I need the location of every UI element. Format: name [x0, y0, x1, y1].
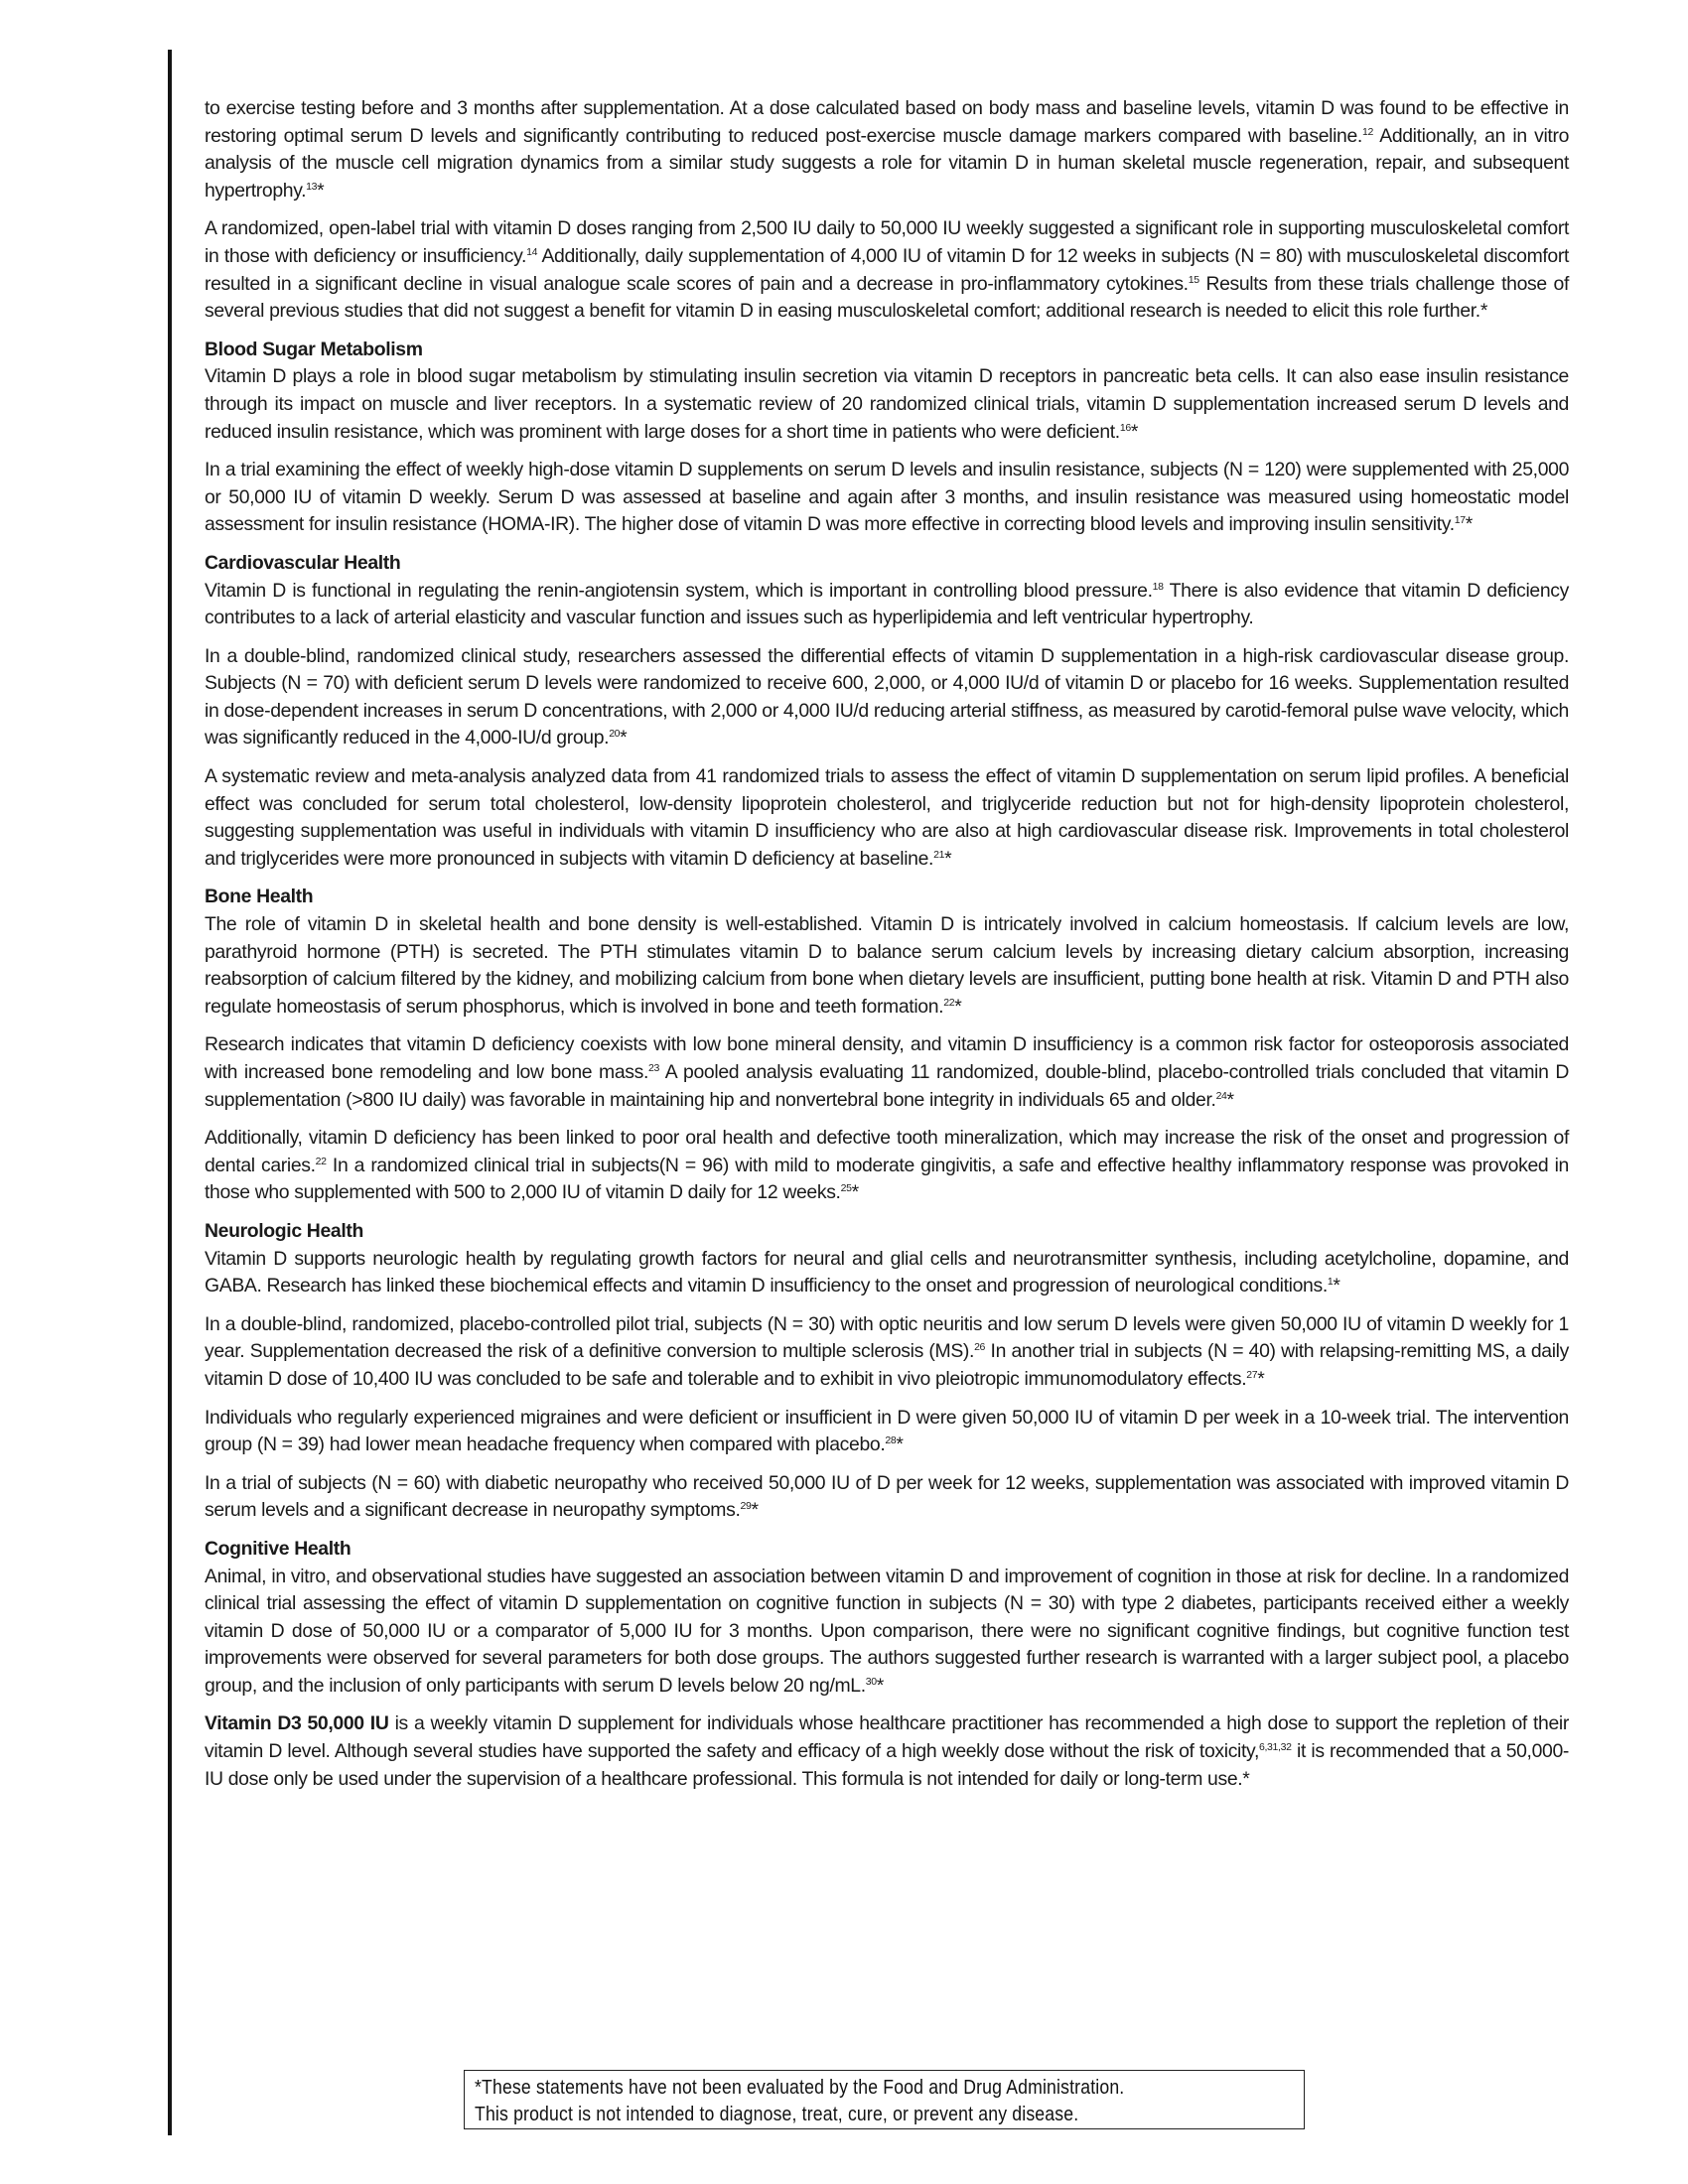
paragraph-text: In a double-blind, randomized clinical study, researchers assessed the differential effects of vitamin D supplementation in a high-risk cardiovascular disease group. Subjects (N = 70) with deficient serum D levels were randomized to receive 600, 2,000, or 4,000 IU/d of vitamin D or placebo for 16 weeks. Supplementation resulted in dose-dependent increases in serum D concentrations, with 2,000 or 4,000 IU/d reducing arterial stiffness, as measured by carotid-femoral pulse wave velocity, which was significantly reduced in the 4,000-IU/d group.	[205, 644, 1569, 750]
citation-superscript: 27	[1246, 1368, 1258, 1381]
paragraph-text: *	[1257, 1367, 1265, 1390]
disclaimer-line-2: This product is not intended to diagnose, treat, cure, or prevent any disease.	[475, 2103, 1079, 2125]
citation-superscript: 1	[1327, 1276, 1334, 1289]
section	[205, 1218, 1569, 1525]
paragraph-text: Additionally, daily supplementation of 4,000 IU of vitamin D for 12 weeks in subjects (N = 80) with musculoskeletal discomfort resulted in a significant decline in visual analogue scale scores of pain and a decrease in pro-inflammatory cytokines.	[205, 244, 1569, 295]
paragraph	[205, 643, 1569, 752]
paragraph	[205, 1405, 1569, 1459]
citation-superscript: 24	[1215, 1089, 1227, 1102]
citation-superscript: 29	[740, 1500, 752, 1513]
paragraph-text: Individuals who regularly experienced migraines and were deficient or insufficient in D were given 50,000 IU of vitamin D per week in a 10-week trial. The intervention group (N = 39) had lower mean headache frequency when compared with placebo.	[205, 1406, 1569, 1456]
paragraph-text: Animal, in vitro, and observational studies have suggested an association between vitamin D and improvement of cognition in those at risk for decline. In a randomized clinical trial assessing the effect of vitamin D supplementation on cognitive function in subjects (N = 30) with type 2 diabetes, participants received either a weekly vitamin D dose of 50,000 IU or a comparator of 5,000 IU for 3 months. Upon comparison, there were no significant cognitive findings, but cognitive function test improvements were observed for several parameters for both dose groups. The authors suggested further research is warranted with a larger subject pool, a placebo group, and the inclusion of only participants with serum D levels below 20 ng/mL.	[205, 1565, 1569, 1697]
paragraph-text: Additionally, vitamin D deficiency has been linked to poor oral health and defective tooth mineralization, which may increase the risk of the onset and progression of dental caries.	[205, 1127, 1569, 1176]
citation-superscript: 22	[943, 996, 955, 1009]
paragraph-text: *	[944, 847, 952, 870]
paragraph-text: Vitamin D is functional in regulating the renin-angiotensin system, which is important in controlling blood pressure.	[205, 579, 1153, 602]
paragraph	[205, 1311, 1569, 1394]
paragraph-text: A systematic review and meta-analysis analyzed data from 41 randomized trials to assess the effect of vitamin D supplementation on serum lipid profiles. A beneficial effect was concluded for serum total cholesterol, low-density lipoprotein cholesterol, and triglyceride reduction but not for high-density lipoprotein cholesterol, suggesting supplementation was useful in individuals with vitamin D insufficiency who are also at high cardiovascular disease risk. Improvements in total cholesterol and triglycerides were more pronounced in subjects with vitamin D deficiency at baseline.	[205, 765, 1569, 870]
paragraph-text: Results from these trials challenge those of several previous studies that did not suggest a benefit for vitamin D in easing musculoskeletal comfort; additional research is needed to elicit this role further.*	[205, 272, 1569, 323]
paragraph-text: In a randomized clinical trial in subjects(N = 96) with mild to moderate gingivitis, a safe and effective healthy inflammatory response was provoked in those who supplemented with 500 to 2,000 IU of vitamin D daily for 12 weeks.	[205, 1154, 1569, 1204]
paragraph	[205, 457, 1569, 539]
paragraph-text: In a trial examining the effect of weekly high-dose vitamin D supplements on serum D levels and insulin resistance, subjects (N = 120) were supplemented with 25,000 or 50,000 IU of vitamin D weekly. Serum D was assessed at baseline and again after 3 months, and insulin resistance was measured using homeostatic model assessment for insulin resistance (HOMA-IR). The higher dose of vitamin D was more effective in correcting blood levels and improving insulin sensitivity.	[205, 459, 1569, 536]
paragraph-text: it is recommended that a 50,000-IU dose only be used under the supervision of a healthcare professional. This formula is not intended for daily or long-term use.*	[205, 1740, 1570, 1790]
paragraph-text: *	[1333, 1275, 1340, 1297]
paragraph-text: A randomized, open-label trial with vitamin D doses ranging from 2,500 IU daily to 50,000 IU weekly suggested a significant role in supporting musculoskeletal comfort in those with deficiency or insufficiency.	[205, 217, 1569, 267]
section-heading: Cardiovascular Health	[205, 551, 401, 574]
paragraph-text: Additionally, an in vitro analysis of the muscle cell migration dynamics from a similar study suggests a role for vitamin D in human skeletal muscle regeneration, repair, and subsequent hypertrophy.	[205, 124, 1569, 202]
citation-superscript: 13	[306, 180, 318, 193]
citation-superscript: 28	[885, 1434, 897, 1447]
section-heading: Cognitive Health	[205, 1537, 352, 1560]
citation-superscript: 15	[1188, 273, 1199, 286]
paragraph-text: In a trial of subjects (N = 60) with diabetic neuropathy who received 50,000 IU of D per week for 12 weeks, supplementation was associated with improved vitamin D serum levels and a significant decrease in neuropathy symptoms.	[205, 1471, 1569, 1522]
paragraph-text: *	[1465, 513, 1473, 536]
section	[205, 1536, 1569, 1793]
paragraph-text: Research indicates that vitamin D deficiency coexists with low bone mineral density, and vitamin D insufficiency is a common risk factor for osteoporosis associated with increased bone remodeling and low bone mass.	[205, 1033, 1569, 1083]
section-heading: Blood Sugar Metabolism	[205, 338, 423, 360]
paragraph	[205, 95, 1569, 205]
paragraph-text: The role of vitamin D in skeletal health and bone density is well-established. Vitamin D is intricately involved in calcium homeostasis. If calcium levels are low, parathyroid hormone (PTH) is secreted. The PTH stimulates vitamin D to balance serum calcium levels by increasing dietary calcium absorption, increasing reabsorption of calcium filtered by the kidney, and mobilizing calcium from bone when dietary levels are insufficient, putting bone health at risk. Vitamin D and PTH also regulate homeostasis of serum phosphorus, which is involved in bone and teeth formation.	[205, 913, 1569, 1018]
left-margin-rule	[168, 50, 172, 2135]
citation-superscript: 23	[647, 1062, 659, 1074]
paragraph	[205, 1246, 1569, 1300]
citation-superscript: 6,31,32	[1259, 1741, 1292, 1754]
paragraph-text: *	[1226, 1088, 1234, 1111]
paragraph-text: *	[954, 995, 962, 1018]
section-heading: Neurologic Health	[205, 1219, 363, 1242]
citation-superscript: 17	[1454, 514, 1466, 527]
paragraph-text: In another trial in subjects (N = 40) with relapsing-remitting MS, a daily vitamin D dose of 10,400 IU was concluded to be safe and tolerable and to exhibit in vivo pleiotropic immunomodulatory effects.	[205, 1340, 1569, 1390]
section	[205, 884, 1569, 1207]
citation-superscript: 30	[865, 1675, 877, 1688]
section-heading: Bone Health	[205, 886, 314, 908]
paragraph-text: *	[1130, 420, 1139, 443]
disclaimer-line-1: *These statements have not been evaluated by the Food and Drug Administration.	[475, 2076, 1125, 2099]
citation-superscript: 22	[315, 1155, 327, 1167]
paragraph	[205, 1564, 1569, 1701]
paragraph-text: *	[317, 179, 325, 202]
paragraph	[205, 1125, 1569, 1207]
citation-superscript: 25	[840, 1182, 852, 1195]
section	[205, 550, 1569, 874]
paragraph-text: *	[751, 1499, 759, 1522]
paragraph-text: Vitamin D plays a role in blood sugar metabolism by stimulating insulin secretion via vitamin D receptors in pancreatic beta cells. It can also ease insulin resistance through its impact on muscle and liver receptors. In a systematic review of 20 randomized clinical trials, vitamin D supplementation increased serum D levels and reduced insulin resistance, which was prominent with large doses for a short time in patients who were deficient.	[205, 365, 1569, 443]
paragraph	[205, 1710, 1569, 1793]
citation-superscript: 18	[1152, 580, 1164, 593]
citation-superscript: 12	[1361, 125, 1373, 138]
section	[205, 337, 1569, 539]
citation-superscript: 16	[1119, 421, 1131, 434]
paragraph-text: *	[876, 1674, 884, 1697]
paragraph	[205, 911, 1569, 1021]
paragraph	[205, 1031, 1569, 1114]
citation-superscript: 20	[609, 728, 621, 741]
section	[205, 95, 1569, 326]
document-body	[205, 95, 1569, 1804]
paragraph-text: is a weekly vitamin D supplement for individuals whose healthcare practitioner has recommended a high dose to support the repletion of their vitamin D level. Although several studies have supported the safety and efficacy of a high weekly dose without the risk of toxicity,	[205, 1712, 1569, 1763]
paragraph-text: to exercise testing before and 3 months after supplementation. At a dose calculated based on body mass and baseline levels, vitamin D was found to be effective in restoring optimal serum D levels and significantly contributing to reduced post-exercise muscle damage markers compared with baseline.	[205, 97, 1569, 147]
paragraph-text: Vitamin D supports neurologic health by regulating growth factors for neural and glial cells and neurotransmitter synthesis, including acetylcholine, dopamine, and GABA. Research has linked these biochemical effects and vitamin D insufficiency to the onset and progression of neurological conditions.	[205, 1247, 1569, 1297]
paragraph-text: A pooled analysis evaluating 11 randomized, double-blind, placebo-controlled trials concluded that vitamin D supplementation (>800 IU daily) was favorable in maintaining hip and nonvertebral bone integrity in individuals 65 and older.	[205, 1061, 1569, 1111]
paragraph	[205, 763, 1569, 873]
citation-superscript: 21	[933, 848, 945, 861]
paragraph-text: *	[620, 727, 628, 750]
paragraph	[205, 578, 1569, 632]
paragraph	[205, 363, 1569, 446]
product-name: Vitamin D3 50,000 IU	[205, 1712, 389, 1735]
paragraph-text: *	[896, 1433, 904, 1456]
fda-disclaimer-box	[464, 2070, 1305, 2129]
paragraph-text: There is also evidence that vitamin D deficiency contributes to a lack of arterial elasticity and vascular function and issues such as hyperlipidemia and left ventricular hypertrophy.	[205, 579, 1569, 629]
citation-superscript: 14	[526, 245, 538, 258]
citation-superscript: 26	[974, 1341, 986, 1354]
paragraph	[205, 1470, 1569, 1525]
paragraph-text: In a double-blind, randomized, placebo-controlled pilot trial, subjects (N = 30) with optic neuritis and low serum D levels were given 50,000 IU of vitamin D weekly for 1 year. Supplementation decreased the risk of a definitive conversion to multiple sclerosis (MS).	[205, 1312, 1569, 1363]
paragraph-text: *	[851, 1181, 859, 1204]
paragraph	[205, 215, 1569, 325]
